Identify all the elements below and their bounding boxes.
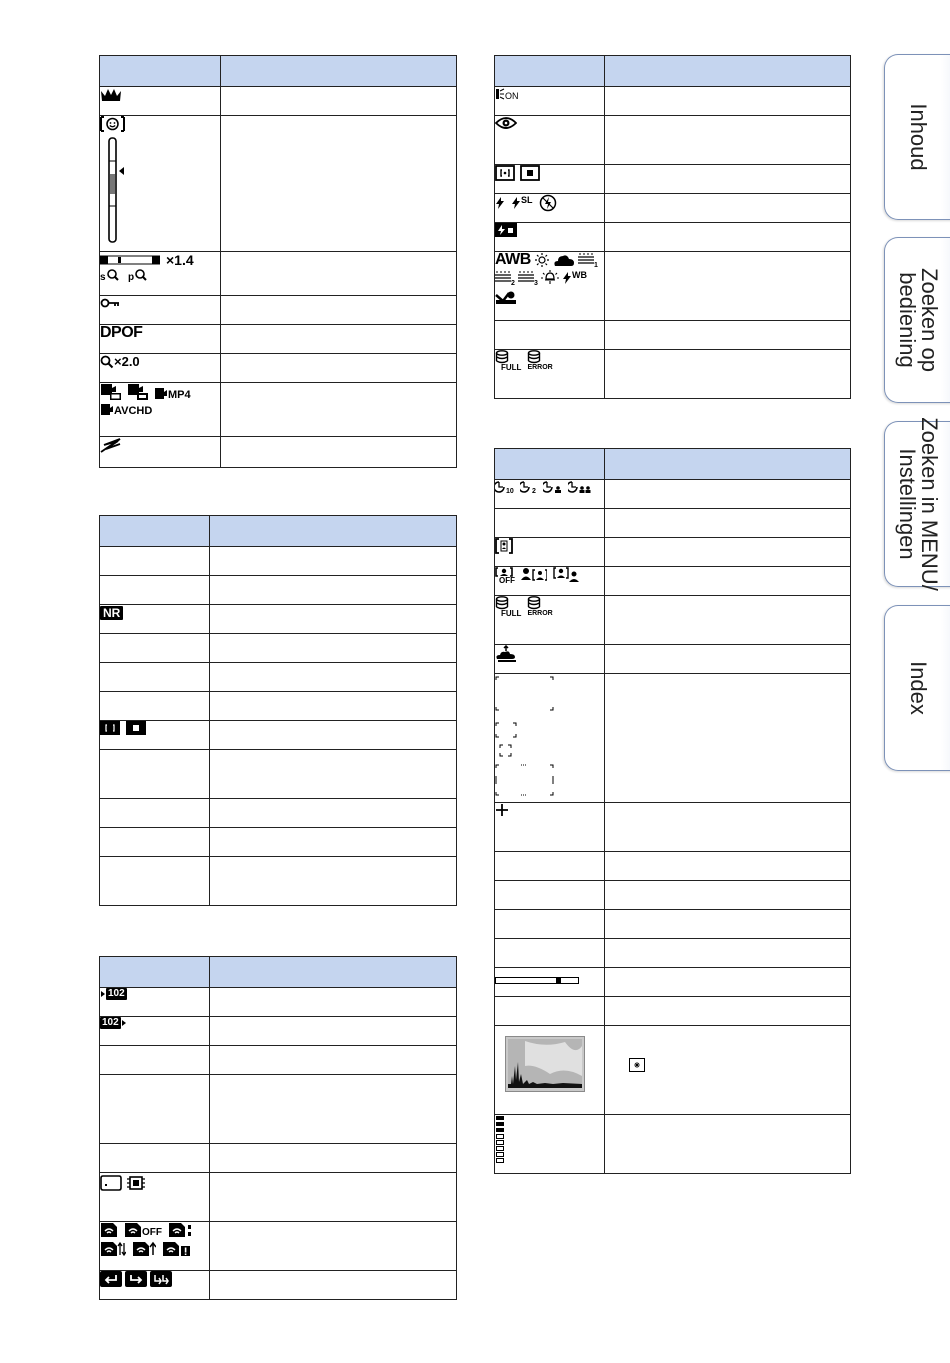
- svg-text:3: 3: [534, 280, 538, 286]
- icon-table-right-1: [494, 55, 851, 399]
- tab-index[interactable]: [884, 605, 950, 771]
- tab-zoeken-op-bediening[interactable]: [884, 237, 950, 403]
- playback-zoom-icon: [100, 355, 114, 369]
- smile-shutter-sensitivity-icon: [100, 116, 140, 244]
- database-full-label: FULL: [501, 363, 522, 372]
- svg-text:p: p: [128, 272, 135, 282]
- af-illuminator-icon: [495, 87, 505, 101]
- crown-icon: [100, 87, 122, 103]
- low-temperature-warning-icon: [495, 645, 519, 663]
- recording-folder-icon: 102: [108, 988, 125, 999]
- spot-metering-crosshair-icon: [495, 803, 509, 817]
- tab-zoeken-in-menu-line1: Zoeken in MENU/: [917, 417, 942, 591]
- svg-text:2: 2: [511, 280, 515, 286]
- histogram-icon: [505, 1036, 585, 1092]
- flash-wb-label: WB: [572, 270, 587, 280]
- flash-wb-icon: [562, 271, 572, 285]
- self-portrait-two-icon: [568, 480, 592, 494]
- flash-icon: [495, 196, 505, 210]
- view-mode-avchd-icon: [100, 403, 114, 417]
- tab-zoeken-op-bediening-line2: bediening: [895, 272, 920, 368]
- tab-zoeken-in-menu-label: [896, 417, 940, 591]
- slow-sync-flash-icon: [511, 196, 521, 210]
- fluorescent-1-icon: [578, 252, 598, 268]
- icon-table-left-2: [99, 515, 457, 906]
- self-timer-10s-icon: [495, 480, 515, 494]
- tab-zoeken-in-menu[interactable]: [884, 417, 950, 591]
- wifi-card-upload-icon: [132, 1241, 156, 1257]
- playback-folder-icon: 102: [102, 1017, 119, 1028]
- flash-off-icon: [539, 194, 557, 212]
- smart-precision-zoom-icon: [100, 268, 156, 282]
- spot-metering-indicator-icon: [629, 1058, 645, 1072]
- fluorescent-3-icon: [518, 270, 538, 286]
- incandescent-icon: [541, 270, 559, 286]
- af-range-finder-frames-icon: [495, 674, 557, 798]
- face-detection-child-icon: [521, 567, 547, 583]
- nr-slow-shutter-icon: NR: [100, 606, 123, 620]
- mp4-label: MP4: [168, 389, 191, 401]
- wifi-card-icon: [100, 1222, 118, 1238]
- custom-wb-icon: [495, 288, 517, 304]
- svg-text:10: 10: [506, 488, 514, 494]
- tab-zoeken-op-bediening-line1: Zoeken op: [917, 268, 942, 372]
- metering-spot-outline-icon: [520, 165, 540, 181]
- metering-multi-icon: [495, 165, 515, 181]
- memory-card-icon: [100, 1175, 122, 1191]
- metering-center-icon: [100, 721, 120, 735]
- playback-zoom-label: ×2.0: [114, 354, 140, 369]
- internal-memory-icon: [127, 1175, 145, 1191]
- face-detection-adult-icon: [553, 567, 579, 583]
- forward-arrow-icon: [125, 1271, 147, 1287]
- flash-charging-icon: [495, 223, 517, 237]
- wifi-off-label: OFF: [142, 1227, 162, 1238]
- af-illuminator-on-label: ON: [505, 91, 519, 101]
- database-full-label-2: FULL: [501, 609, 522, 618]
- tab-index-label: Index: [906, 661, 931, 715]
- soft-skin-icon: [495, 538, 513, 554]
- wifi-card-error-icon: [162, 1241, 190, 1257]
- avchd-label: AVCHD: [114, 405, 153, 417]
- tab-inhoud[interactable]: [884, 54, 950, 220]
- database-error-icon-2: [527, 596, 541, 610]
- double-arrow-icon: [150, 1271, 172, 1287]
- cloudy-icon: [553, 252, 575, 268]
- self-timer-2s-icon: [520, 480, 538, 494]
- database-error-label: ERROR: [527, 364, 553, 371]
- face-detection-off-label: OFF: [499, 576, 515, 585]
- zoom-scale-bar-icon: [100, 254, 160, 266]
- database-full-icon-2: [495, 596, 509, 610]
- icon-table-left-3: [99, 956, 457, 1300]
- playback-folder-arrow-icon: [121, 1019, 127, 1027]
- database-error-label-2: ERROR: [527, 610, 553, 617]
- metering-spot-icon: [126, 721, 146, 735]
- self-portrait-one-icon: [543, 480, 563, 494]
- fluorescent-2-icon: [495, 270, 515, 286]
- icon-table-left-1: [99, 55, 457, 468]
- view-mode-mp4-icon: [154, 387, 168, 401]
- tab-inhoud-label: Inhoud: [906, 103, 931, 171]
- svg-text:1: 1: [593, 262, 598, 268]
- view-mode-movie-icon: [127, 383, 149, 401]
- zoom-scale-label: ×1.4: [166, 252, 194, 268]
- return-arrow-icon: [100, 1271, 122, 1287]
- svg-text:2: 2: [532, 488, 536, 494]
- icon-table-right-2: [494, 448, 851, 1174]
- wifi-card-standby-icon: [168, 1222, 192, 1238]
- wifi-card-off-icon: [124, 1222, 142, 1238]
- dpof-icon: DPOF: [100, 324, 143, 341]
- slow-sync-label: SL: [521, 195, 533, 205]
- database-full-icon: [495, 350, 509, 364]
- tab-zoeken-op-bediening-label: [896, 268, 940, 372]
- view-mode-still-icon: [100, 383, 122, 401]
- exposure-scale-bar-icon: [495, 976, 579, 986]
- awb-icon: AWB: [495, 251, 531, 268]
- wifi-transfer-icon: [100, 437, 122, 453]
- database-error-icon: [527, 350, 541, 364]
- red-eye-reduction-icon: [495, 116, 517, 130]
- daylight-icon: [534, 252, 550, 268]
- svg-text:s: s: [100, 272, 106, 282]
- protect-key-icon: [100, 296, 120, 310]
- wifi-card-transfer-icon: [100, 1241, 126, 1257]
- tab-zoeken-in-menu-line2: Instellingen: [895, 448, 920, 560]
- battery-level-icon: [495, 1115, 507, 1165]
